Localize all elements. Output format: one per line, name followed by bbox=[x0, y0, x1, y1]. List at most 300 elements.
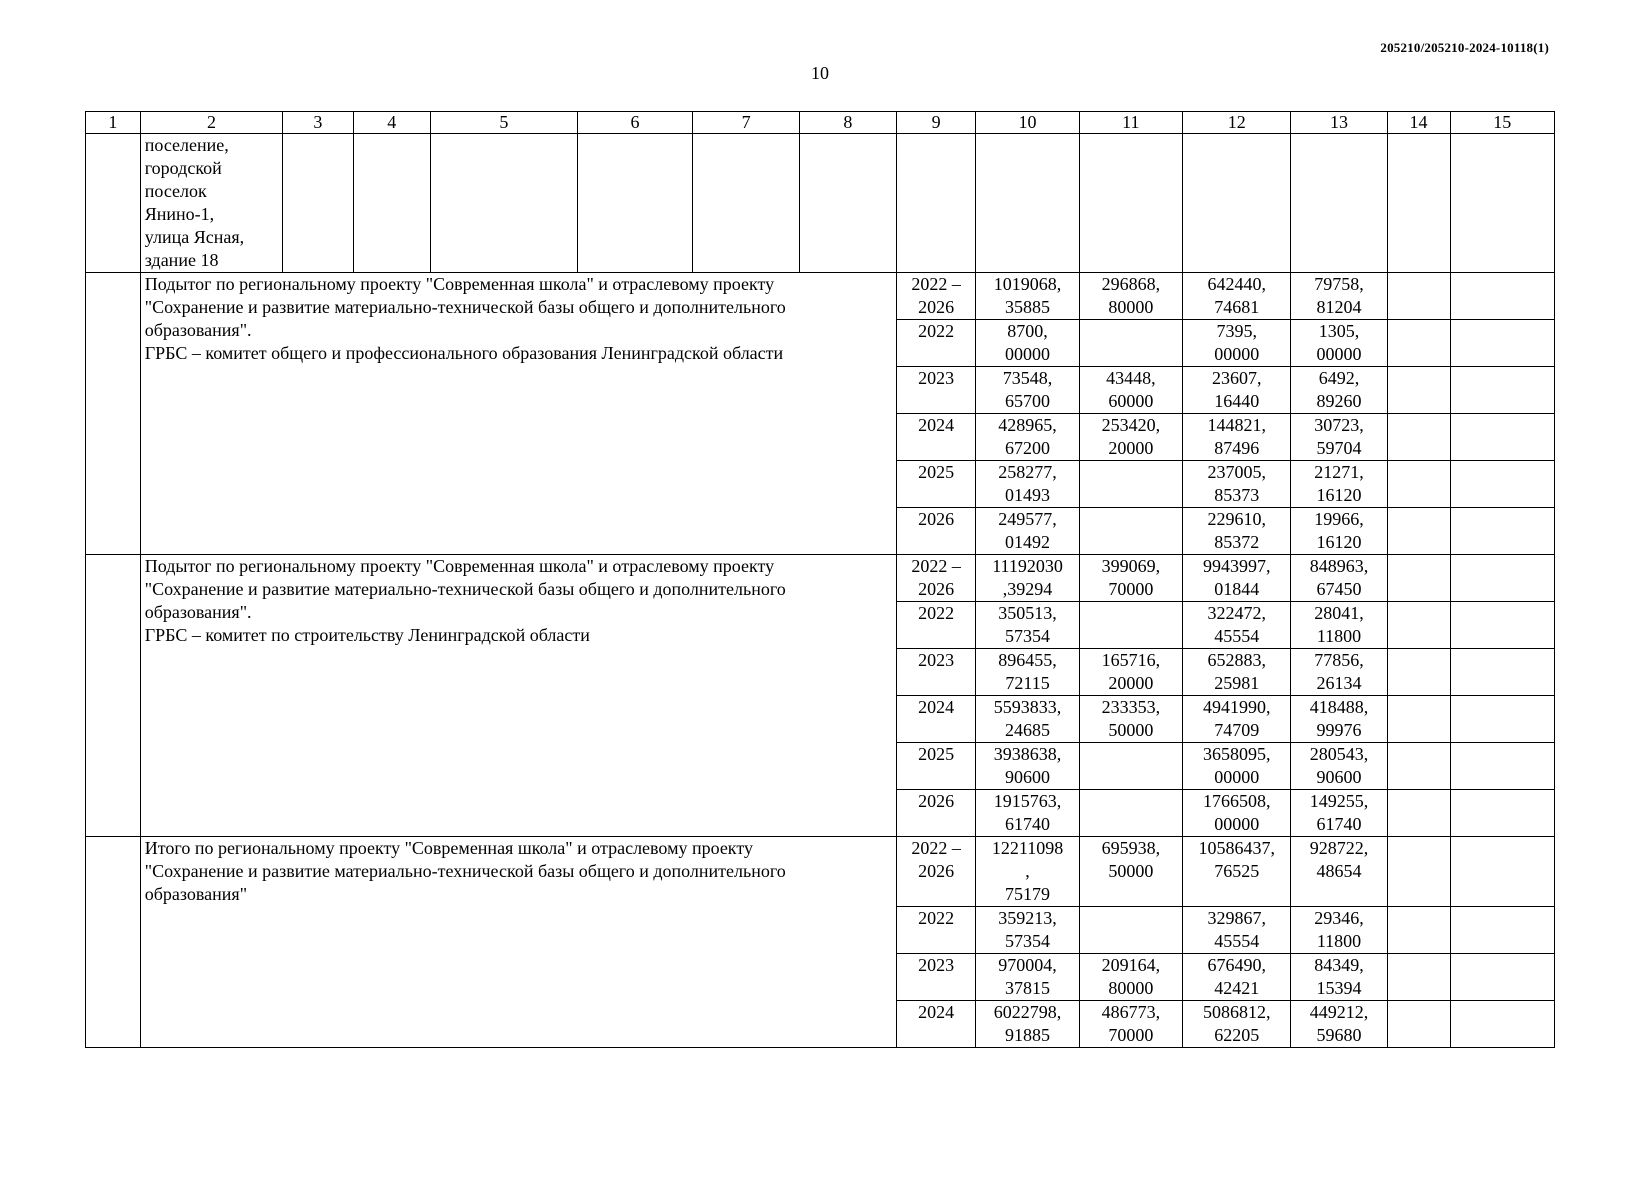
cell-6 bbox=[577, 134, 693, 273]
year-line: 2022 bbox=[918, 321, 955, 341]
header-cell-4: 4 bbox=[353, 112, 430, 134]
amount-cell-11 bbox=[1079, 649, 1182, 696]
cell-14 bbox=[1387, 743, 1450, 790]
amount-line: 01493 bbox=[1005, 485, 1051, 505]
amount-cell-13 bbox=[1291, 907, 1387, 954]
year-line: 2026 bbox=[918, 579, 955, 599]
amount-cell-11 bbox=[1079, 602, 1182, 649]
amount-line: 48654 bbox=[1316, 861, 1362, 881]
amount-cell-12 bbox=[1182, 414, 1290, 461]
amount-cell-10 bbox=[976, 461, 1079, 508]
cell-15 bbox=[1450, 367, 1554, 414]
section-label-line: "Сохранение и развитие материально-технической базы общего и дополнительного bbox=[144, 861, 786, 881]
address-line: поселок bbox=[144, 181, 207, 201]
amount-line: 70000 bbox=[1108, 579, 1154, 599]
year-line: 2025 bbox=[918, 462, 955, 482]
amount-line: 144821, bbox=[1207, 415, 1266, 435]
amount-cell-13 bbox=[1291, 649, 1387, 696]
amount-cell-11 bbox=[1079, 696, 1182, 743]
section-label-line: образования". bbox=[144, 602, 252, 622]
section-number-cell bbox=[86, 837, 141, 1048]
amount-cell-10 bbox=[976, 1001, 1079, 1048]
amount-cell-11 bbox=[1079, 743, 1182, 790]
amount-line: 84349, bbox=[1314, 955, 1364, 975]
amount-line: 229610, bbox=[1207, 509, 1266, 529]
cell-14 bbox=[1387, 790, 1450, 837]
amount-cell-11 bbox=[1079, 555, 1182, 602]
amount-line: 45554 bbox=[1214, 931, 1260, 951]
year-line: 2026 bbox=[918, 297, 955, 317]
amount-cell-13 bbox=[1291, 790, 1387, 837]
cell-14 bbox=[1387, 602, 1450, 649]
header-row bbox=[86, 112, 1555, 134]
amount-line: 149255, bbox=[1309, 791, 1369, 811]
amount-line: 1915763, bbox=[993, 791, 1062, 811]
amount-line: 75179 bbox=[1005, 884, 1051, 904]
year-cell bbox=[896, 320, 976, 367]
amount-line: 85373 bbox=[1214, 485, 1260, 505]
cell-15 bbox=[1450, 134, 1554, 273]
header-cell-11: 11 bbox=[1079, 112, 1182, 134]
amount-line: 280543, bbox=[1309, 744, 1369, 764]
amount-line: 74681 bbox=[1214, 297, 1260, 317]
amount-line: 6022798, bbox=[993, 1002, 1062, 1022]
cell-14 bbox=[1387, 367, 1450, 414]
amount-line: , bbox=[1025, 861, 1030, 881]
cell-15 bbox=[1450, 1001, 1554, 1048]
amount-line: 249577, bbox=[998, 509, 1057, 529]
amount-line: 20000 bbox=[1108, 438, 1154, 458]
amount-line: 16120 bbox=[1316, 485, 1362, 505]
amount-line: 89260 bbox=[1316, 391, 1362, 411]
amount-cell-10 bbox=[976, 743, 1079, 790]
amount-cell-12 bbox=[1182, 555, 1290, 602]
amount-cell-13 bbox=[1291, 273, 1387, 320]
cell-15 bbox=[1450, 461, 1554, 508]
amount-cell-13 bbox=[1291, 461, 1387, 508]
cell-14 bbox=[1387, 696, 1450, 743]
amount-line: 11800 bbox=[1316, 931, 1362, 951]
cell-14 bbox=[1387, 555, 1450, 602]
address-line: городской bbox=[144, 158, 222, 178]
amount-line: 16120 bbox=[1316, 532, 1362, 552]
year-cell bbox=[896, 508, 976, 555]
year-line: 2024 bbox=[918, 1002, 955, 1022]
amount-cell-13 bbox=[1291, 508, 1387, 555]
amount-line: 77856, bbox=[1314, 650, 1364, 670]
amount-line: 11800 bbox=[1316, 626, 1362, 646]
address-line: поселение, bbox=[144, 135, 229, 155]
amount-line: 35885 bbox=[1005, 297, 1051, 317]
amount-cell-11 bbox=[1079, 907, 1182, 954]
amount-line: 399069, bbox=[1101, 556, 1161, 576]
year-cell bbox=[896, 954, 976, 1001]
amount-line: 848963, bbox=[1309, 556, 1369, 576]
amount-line: 30723, bbox=[1314, 415, 1364, 435]
cell-9 bbox=[896, 134, 976, 273]
amount-line: 26134 bbox=[1316, 673, 1362, 693]
amount-line: 350513, bbox=[998, 603, 1057, 623]
amount-line: 970004, bbox=[998, 955, 1057, 975]
amount-line: 296868, bbox=[1101, 274, 1161, 294]
amount-line: 70000 bbox=[1108, 1025, 1154, 1045]
year-line: 2024 bbox=[918, 697, 955, 717]
year-cell bbox=[896, 555, 976, 602]
amount-line: 12211098 bbox=[991, 838, 1064, 858]
cell-14 bbox=[1387, 649, 1450, 696]
amount-cell-10 bbox=[976, 907, 1079, 954]
cell-14 bbox=[1387, 134, 1450, 273]
header-cell-2: 2 bbox=[140, 112, 283, 134]
amount-cell-13 bbox=[1291, 602, 1387, 649]
amount-line: 428965, bbox=[998, 415, 1057, 435]
cell-15 bbox=[1450, 790, 1554, 837]
amount-line: 90600 bbox=[1005, 767, 1051, 787]
year-cell bbox=[896, 1001, 976, 1048]
amount-cell-13 bbox=[1291, 367, 1387, 414]
address-line: Янино-1, bbox=[144, 204, 215, 224]
amount-line: 67450 bbox=[1316, 579, 1362, 599]
table-row bbox=[86, 837, 1555, 907]
section-label bbox=[140, 555, 896, 837]
amount-cell-12 bbox=[1182, 837, 1290, 907]
amount-line: 76525 bbox=[1214, 861, 1260, 881]
amount-line: 209164, bbox=[1101, 955, 1161, 975]
amount-line: 23607, bbox=[1211, 368, 1262, 388]
amount-line: 74709 bbox=[1214, 720, 1260, 740]
amount-cell-10 bbox=[976, 954, 1079, 1001]
amount-cell-12 bbox=[1182, 602, 1290, 649]
amount-line: 73548, bbox=[1002, 368, 1053, 388]
amount-cell-10 bbox=[976, 367, 1079, 414]
amount-cell-13 bbox=[1291, 837, 1387, 907]
year-cell bbox=[896, 907, 976, 954]
amount-line: 359213, bbox=[998, 908, 1057, 928]
section-label-line: образования". bbox=[144, 320, 252, 340]
cell-3 bbox=[283, 134, 353, 273]
amount-cell-12 bbox=[1182, 743, 1290, 790]
amount-cell-11 bbox=[1079, 320, 1182, 367]
address-line: здание 18 bbox=[144, 250, 219, 270]
amount-line: 676490, bbox=[1207, 955, 1266, 975]
amount-line: 80000 bbox=[1108, 297, 1154, 317]
header-cell-12: 12 bbox=[1182, 112, 1290, 134]
amount-line: 50000 bbox=[1108, 861, 1154, 881]
amount-line: 81204 bbox=[1316, 297, 1362, 317]
year-cell bbox=[896, 414, 976, 461]
amount-line: 01844 bbox=[1214, 579, 1260, 599]
amount-line: 6492, bbox=[1318, 368, 1360, 388]
header-cell-13: 13 bbox=[1291, 112, 1387, 134]
amount-cell-10 bbox=[976, 602, 1079, 649]
amount-line: 3658095, bbox=[1202, 744, 1271, 764]
header-cell-3: 3 bbox=[283, 112, 353, 134]
document-id: 205210/205210-2024-10118(1) bbox=[1380, 40, 1549, 55]
cell-15 bbox=[1450, 320, 1554, 367]
amount-line: 29346, bbox=[1314, 908, 1364, 928]
amount-cell-11 bbox=[1079, 414, 1182, 461]
amount-cell-12 bbox=[1182, 649, 1290, 696]
amount-cell-11 bbox=[1079, 837, 1182, 907]
amount-line: 61740 bbox=[1316, 814, 1362, 834]
amount-line: 10586437, bbox=[1198, 838, 1275, 858]
amount-line: 43448, bbox=[1106, 368, 1156, 388]
amount-cell-12 bbox=[1182, 1001, 1290, 1048]
amount-cell-12 bbox=[1182, 907, 1290, 954]
amount-cell-12 bbox=[1182, 790, 1290, 837]
amount-line: 896455, bbox=[998, 650, 1057, 670]
amount-line: 00000 bbox=[1005, 344, 1051, 364]
amount-cell-11 bbox=[1079, 954, 1182, 1001]
cell-15 bbox=[1450, 907, 1554, 954]
amount-line: 90600 bbox=[1316, 767, 1362, 787]
amount-line: 329867, bbox=[1207, 908, 1266, 928]
address-cell bbox=[140, 134, 283, 273]
year-cell bbox=[896, 273, 976, 320]
amount-line: 233353, bbox=[1101, 697, 1161, 717]
amount-line: 9943997, bbox=[1202, 556, 1271, 576]
cell-15 bbox=[1450, 508, 1554, 555]
amount-line: 00000 bbox=[1214, 344, 1260, 364]
amount-line: 01492 bbox=[1005, 532, 1051, 552]
amount-cell-10 bbox=[976, 414, 1079, 461]
amount-line: 67200 bbox=[1005, 438, 1051, 458]
amount-cell-12 bbox=[1182, 461, 1290, 508]
section-label-line: Подытог по региональному проекту "Современная школа" и отраслевому проекту bbox=[144, 274, 775, 294]
cell-13 bbox=[1291, 134, 1387, 273]
amount-line: 7395, bbox=[1216, 321, 1257, 341]
cell-15 bbox=[1450, 743, 1554, 790]
amount-line: 165716, bbox=[1101, 650, 1161, 670]
section-label-line: ГРБС – комитет по строительству Ленинградской области bbox=[144, 625, 590, 645]
amount-cell-13 bbox=[1291, 555, 1387, 602]
amount-line: 59704 bbox=[1316, 438, 1362, 458]
amount-line: 37815 bbox=[1005, 978, 1051, 998]
section-label-line: Подытог по региональному проекту "Современная школа" и отраслевому проекту bbox=[144, 556, 775, 576]
year-line: 2026 bbox=[918, 791, 955, 811]
year-line: 2023 bbox=[918, 650, 955, 670]
year-line: 2023 bbox=[918, 955, 955, 975]
year-cell bbox=[896, 743, 976, 790]
year-cell bbox=[896, 696, 976, 743]
year-line: 2024 bbox=[918, 415, 955, 435]
amount-cell-10 bbox=[976, 320, 1079, 367]
amount-line: 80000 bbox=[1108, 978, 1154, 998]
year-line: 2022 bbox=[918, 603, 955, 623]
amount-cell-10 bbox=[976, 790, 1079, 837]
year-cell bbox=[896, 649, 976, 696]
amount-line: 652883, bbox=[1207, 650, 1266, 670]
cell-14 bbox=[1387, 1001, 1450, 1048]
amount-line: 1019068, bbox=[993, 274, 1062, 294]
cell-8 bbox=[799, 134, 896, 273]
header-cell-6: 6 bbox=[577, 112, 693, 134]
cell-14 bbox=[1387, 954, 1450, 1001]
cell-14 bbox=[1387, 508, 1450, 555]
section-label-line: образования" bbox=[144, 884, 248, 904]
amount-line: 16440 bbox=[1214, 391, 1260, 411]
amount-cell-13 bbox=[1291, 954, 1387, 1001]
cell-15 bbox=[1450, 602, 1554, 649]
amount-line: ,39294 bbox=[1002, 579, 1053, 599]
header-cell-8: 8 bbox=[799, 112, 896, 134]
amount-line: 4941990, bbox=[1202, 697, 1271, 717]
amount-line: 5086812, bbox=[1202, 1002, 1271, 1022]
year-line: 2022 – bbox=[911, 556, 961, 576]
cell-5 bbox=[431, 134, 578, 273]
amount-line: 28041, bbox=[1314, 603, 1364, 623]
amount-cell-11 bbox=[1079, 461, 1182, 508]
cell-14 bbox=[1387, 837, 1450, 907]
section-label-line: ГРБС – комитет общего и профессионального образования Ленинградской области bbox=[144, 343, 784, 363]
amount-cell-10 bbox=[976, 649, 1079, 696]
amount-line: 00000 bbox=[1214, 767, 1260, 787]
amount-line: 59680 bbox=[1316, 1025, 1362, 1045]
amount-cell-13 bbox=[1291, 414, 1387, 461]
year-line: 2026 bbox=[918, 861, 955, 881]
year-cell bbox=[896, 602, 976, 649]
header-cell-7: 7 bbox=[693, 112, 799, 134]
header-cell-10: 10 bbox=[976, 112, 1079, 134]
amount-line: 85372 bbox=[1214, 532, 1260, 552]
cell-15 bbox=[1450, 696, 1554, 743]
cell-14 bbox=[1387, 273, 1450, 320]
cell-12 bbox=[1182, 134, 1290, 273]
header-cell-5: 5 bbox=[431, 112, 578, 134]
amount-line: 57354 bbox=[1005, 931, 1051, 951]
table-row bbox=[86, 555, 1555, 602]
amount-line: 322472, bbox=[1207, 603, 1266, 623]
amount-line: 20000 bbox=[1108, 673, 1154, 693]
section-label-line: Итого по региональному проекту "Современная школа" и отраслевому проекту bbox=[144, 838, 753, 858]
header-cell-14: 14 bbox=[1387, 112, 1450, 134]
section-label-line: "Сохранение и развитие материально-технической базы общего и дополнительного bbox=[144, 297, 786, 317]
amount-line: 5593833, bbox=[993, 697, 1062, 717]
year-line: 2022 – bbox=[911, 838, 961, 858]
amount-line: 11192030 bbox=[992, 556, 1063, 576]
section-label-line: "Сохранение и развитие материально-технической базы общего и дополнительного bbox=[144, 579, 786, 599]
amount-line: 449212, bbox=[1309, 1002, 1369, 1022]
amount-cell-10 bbox=[976, 696, 1079, 743]
amount-line: 61740 bbox=[1005, 814, 1051, 834]
header-cell-15: 15 bbox=[1450, 112, 1554, 134]
year-cell bbox=[896, 837, 976, 907]
amount-line: 42421 bbox=[1214, 978, 1260, 998]
amount-line: 928722, bbox=[1309, 838, 1369, 858]
amount-line: 253420, bbox=[1101, 415, 1161, 435]
year-line: 2023 bbox=[918, 368, 955, 388]
amount-line: 60000 bbox=[1108, 391, 1154, 411]
year-cell bbox=[896, 367, 976, 414]
amount-line: 418488, bbox=[1309, 697, 1369, 717]
cell-15 bbox=[1450, 649, 1554, 696]
amount-line: 00000 bbox=[1316, 344, 1362, 364]
amount-cell-11 bbox=[1079, 508, 1182, 555]
amount-cell-11 bbox=[1079, 1001, 1182, 1048]
amount-cell-11 bbox=[1079, 273, 1182, 320]
section-label bbox=[140, 273, 896, 555]
amount-cell-13 bbox=[1291, 743, 1387, 790]
amount-line: 19966, bbox=[1314, 509, 1364, 529]
amount-line: 57354 bbox=[1005, 626, 1051, 646]
amount-cell-13 bbox=[1291, 320, 1387, 367]
amount-line: 695938, bbox=[1101, 838, 1161, 858]
cell-14 bbox=[1387, 414, 1450, 461]
amount-cell-10 bbox=[976, 273, 1079, 320]
amount-line: 99976 bbox=[1316, 720, 1362, 740]
amount-line: 1305, bbox=[1318, 321, 1360, 341]
section-label bbox=[140, 837, 896, 1048]
amount-line: 00000 bbox=[1214, 814, 1260, 834]
amount-cell-12 bbox=[1182, 508, 1290, 555]
amount-cell-12 bbox=[1182, 320, 1290, 367]
year-cell bbox=[896, 790, 976, 837]
amount-cell-13 bbox=[1291, 1001, 1387, 1048]
cell-14 bbox=[1387, 907, 1450, 954]
amount-line: 24685 bbox=[1005, 720, 1051, 740]
amount-line: 486773, bbox=[1101, 1002, 1161, 1022]
amount-cell-12 bbox=[1182, 696, 1290, 743]
amount-line: 237005, bbox=[1207, 462, 1266, 482]
cell-1 bbox=[86, 134, 141, 273]
amount-line: 25981 bbox=[1214, 673, 1260, 693]
year-line: 2022 bbox=[918, 908, 955, 928]
year-cell bbox=[896, 461, 976, 508]
cell-7 bbox=[693, 134, 799, 273]
amount-line: 91885 bbox=[1005, 1025, 1051, 1045]
amount-cell-12 bbox=[1182, 954, 1290, 1001]
header-cell-1: 1 bbox=[86, 112, 141, 134]
budget-table bbox=[85, 111, 1555, 1048]
amount-line: 21271, bbox=[1314, 462, 1364, 482]
cell-15 bbox=[1450, 414, 1554, 461]
cell-10 bbox=[976, 134, 1079, 273]
amount-line: 45554 bbox=[1214, 626, 1260, 646]
amount-cell-11 bbox=[1079, 367, 1182, 414]
year-line: 2025 bbox=[918, 744, 955, 764]
amount-cell-10 bbox=[976, 508, 1079, 555]
cell-15 bbox=[1450, 273, 1554, 320]
amount-line: 8700, bbox=[1007, 321, 1048, 341]
cell-14 bbox=[1387, 320, 1450, 367]
amount-cell-13 bbox=[1291, 696, 1387, 743]
amount-line: 62205 bbox=[1214, 1025, 1260, 1045]
amount-line: 72115 bbox=[1005, 673, 1050, 693]
amount-line: 15394 bbox=[1316, 978, 1362, 998]
cell-15 bbox=[1450, 837, 1554, 907]
amount-line: 3938638, bbox=[993, 744, 1062, 764]
amount-cell-12 bbox=[1182, 367, 1290, 414]
amount-line: 87496 bbox=[1214, 438, 1260, 458]
cell-14 bbox=[1387, 461, 1450, 508]
amount-line: 65700 bbox=[1005, 391, 1051, 411]
page-number: 10 bbox=[811, 63, 829, 83]
amount-line: 50000 bbox=[1108, 720, 1154, 740]
cell-15 bbox=[1450, 555, 1554, 602]
amount-line: 642440, bbox=[1207, 274, 1266, 294]
section-number-cell bbox=[86, 555, 141, 837]
address-line: улица Ясная, bbox=[144, 227, 245, 247]
amount-cell-12 bbox=[1182, 273, 1290, 320]
header-cell-9: 9 bbox=[896, 112, 976, 134]
amount-cell-11 bbox=[1079, 790, 1182, 837]
amount-line: 79758, bbox=[1314, 274, 1364, 294]
cell-15 bbox=[1450, 954, 1554, 1001]
section-number-cell bbox=[86, 273, 141, 555]
year-line: 2026 bbox=[918, 509, 955, 529]
cell-11 bbox=[1079, 134, 1182, 273]
cell-4 bbox=[353, 134, 430, 273]
